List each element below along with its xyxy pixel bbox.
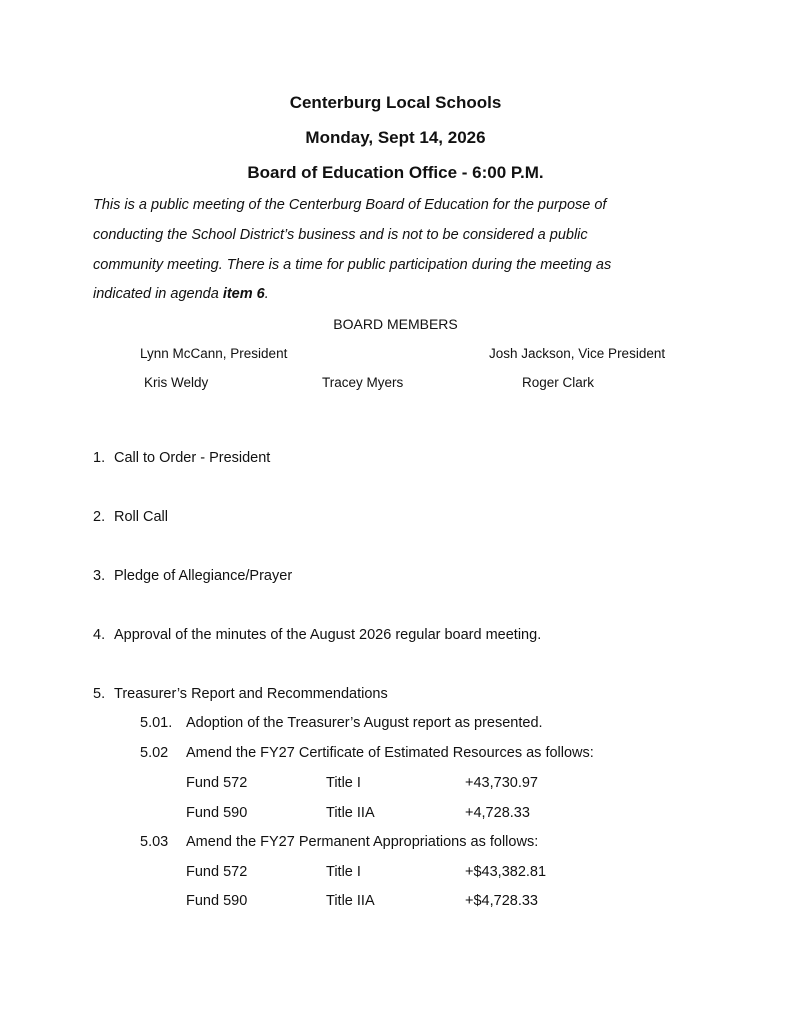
fund-title: Title IIA [326, 893, 375, 909]
board-member: Tracey Myers [322, 375, 404, 390]
meeting-date: Monday, Sept 14, 2026 [305, 128, 486, 147]
agenda-item-text: Roll Call [114, 509, 168, 525]
intro-line-1: This is a public meeting of the Centerburg Board of Education for the purpose of [93, 197, 607, 213]
intro-line-2: conducting the School District’s business and is not to be considered a public [93, 227, 588, 243]
fund-number: Fund 590 [186, 893, 248, 909]
intro-line-4-prefix: indicated in agenda [93, 286, 223, 302]
fund-amount: +43,730.97 [465, 775, 538, 791]
sub-item-number: 5.03 [140, 834, 169, 850]
sub-item-text: Amend the FY27 Permanent Appropriations as follows: [186, 834, 539, 850]
agenda-item-text: Call to Order - President [114, 450, 271, 466]
fund-amount: +$43,382.81 [465, 864, 547, 880]
sub-item-number: 5.02 [140, 745, 169, 761]
intro-item-reference: item 6 [222, 286, 265, 302]
fund-number: Fund 572 [186, 864, 248, 880]
fund-title: Title IIA [326, 805, 375, 821]
sub-item-text: Adoption of the Treasurer’s August report as presented. [186, 715, 543, 731]
sub-item-number: 5.01. [140, 715, 173, 731]
agenda-item-number: 1. [93, 450, 106, 466]
school-title: Centerburg Local Schools [289, 93, 502, 112]
fund-amount: +$4,728.33 [465, 893, 538, 909]
board-member: Lynn McCann, President [140, 346, 288, 361]
fund-number: Fund 572 [186, 775, 248, 791]
fund-amount: +4,728.33 [465, 805, 530, 821]
intro-line-4 [93, 286, 269, 302]
agenda-item-text: Approval of the minutes of the August 2026 regular board meeting. [114, 627, 542, 643]
sub-item-text: Amend the FY27 Certificate of Estimated Resources as follows: [186, 745, 594, 761]
intro-line-4-suffix: . [264, 286, 269, 302]
board-member: Josh Jackson, Vice President [489, 346, 666, 361]
board-members-heading: BOARD MEMBERS [333, 316, 458, 332]
agenda-item-text: Treasurer’s Report and Recommendations [114, 686, 388, 702]
agenda-item-number: 4. [93, 627, 106, 643]
board-member: Roger Clark [522, 375, 595, 390]
meeting-location: Board of Education Office - 6:00 P.M. [247, 163, 544, 182]
fund-title: Title I [326, 775, 361, 791]
agenda-item-number: 3. [93, 568, 106, 584]
agenda-item-number: 5. [93, 686, 106, 702]
board-member: Kris Weldy [144, 375, 209, 390]
agenda-item-text: Pledge of Allegiance/Prayer [114, 568, 293, 584]
agenda-item-number: 2. [93, 509, 106, 525]
fund-number: Fund 590 [186, 805, 248, 821]
intro-line-3: community meeting. There is a time for public participation during the meeting as [93, 257, 612, 273]
fund-title: Title I [326, 864, 361, 880]
